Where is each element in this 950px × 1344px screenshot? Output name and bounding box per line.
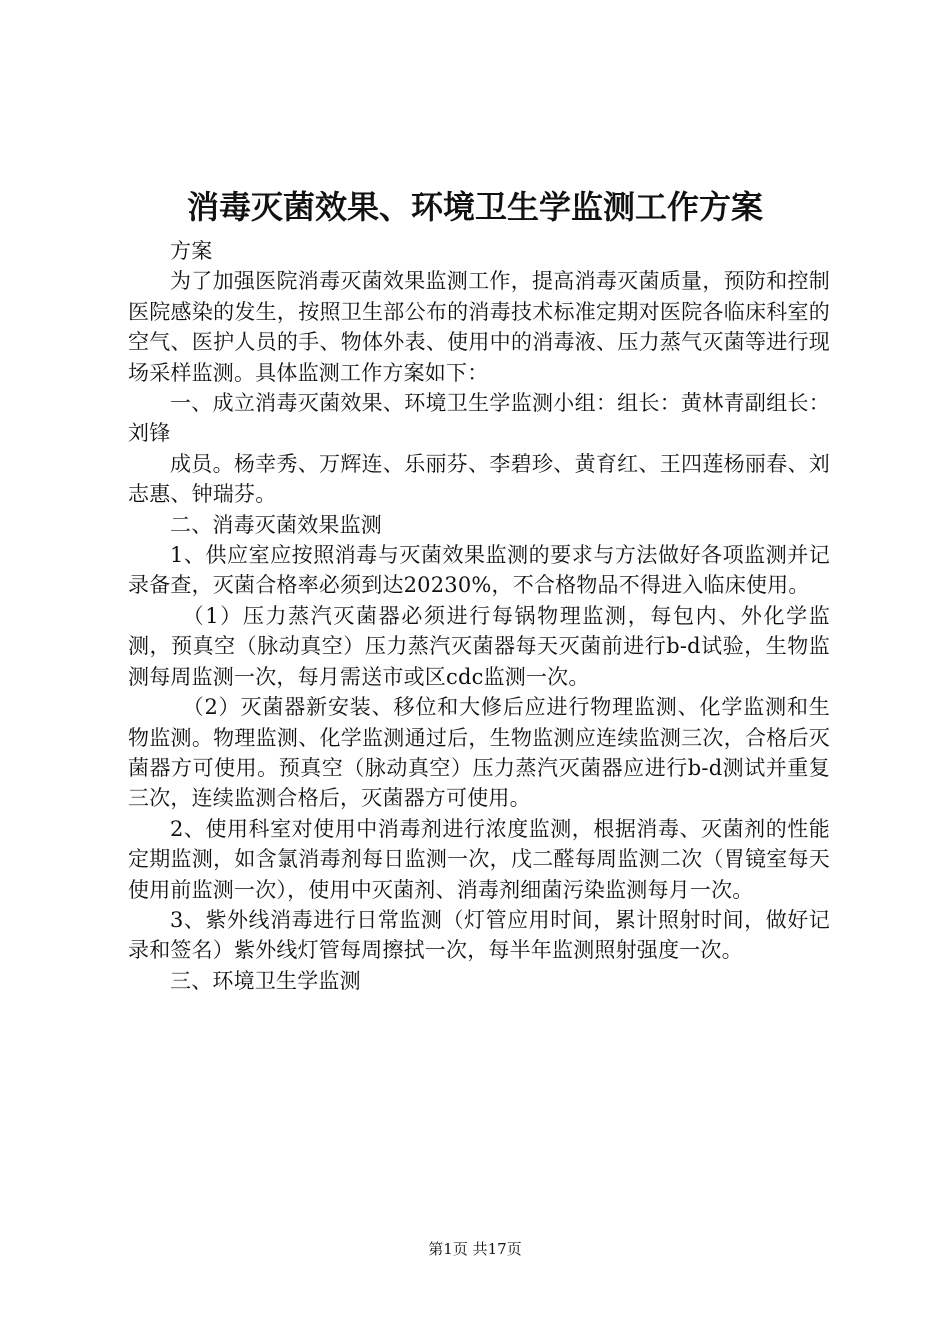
paragraph-section-2: 二、消毒灭菌效果监测 xyxy=(170,512,382,537)
paragraph-subitem-1: （1）压力蒸汽灭菌器必须进行每锅物理监测，每包内、外化学监测，预真空（脉动真空）压力蒸汽灭菌器每天灭菌前进行b-d试验，生物监测每周监测一次，每月需送市或区cdc监测一次。 xyxy=(128,603,830,689)
paragraph-subitem-2: （2）灭菌器新安装、移位和大修后应进行物理监测、化学监测和生物监测。物理监测、化学监测通过后，生物监测应连续监测三次，合格后灭菌器方可使用。预真空（脉动真空）压力蒸汽灭菌器应进行b-d测试并重复三次，连续监测合格后，灭菌器方可使用。 xyxy=(128,695,830,811)
paragraph-item-1: 1、供应室应按照消毒与灭菌效果监测的要求与方法做好各项监测并记录备查，灭菌合格率必须到达20230%，不合格物品不得进入临床使用。 xyxy=(128,543,830,598)
paragraph-item-2: 2、使用科室对使用中消毒剂进行浓度监测，根据消毒、灭菌剂的性能定期监测，如含氯消毒剂每日监测一次，戊二醛每周监测二次（胃镜室每天使用前监测一次），使用中灭菌剂、消毒剂细菌污染监测每月一次。 xyxy=(128,816,830,902)
paragraph-section-1: 一、成立消毒灭菌效果、环境卫生学监测小组：组长：黄林青副组长：刘锋 xyxy=(128,391,830,446)
document-title: 消毒灭菌效果、环境卫生学监测工作方案 xyxy=(186,188,763,226)
paragraph-intro: 为了加强医院消毒灭菌效果监测工作，提高消毒灭菌质量，预防和控制医院感染的发生，按照卫生部公布的消毒技术标准定期对医院各临床科室的空气、医护人员的手、物体外表、使用中的消毒液、压力蒸气灭菌等进行现场采样监测。具体监测工作方案如下： xyxy=(128,269,830,385)
paragraph-members: 成员。杨幸秀、万辉连、乐丽芬、李碧珍、黄育红、王四莲杨丽春、刘志惠、钟瑞芬。 xyxy=(128,451,830,507)
document-body xyxy=(128,236,830,996)
page-number-footer: 第1页 共17页 xyxy=(428,1240,522,1258)
paragraph-heading-plan: 方案 xyxy=(170,239,213,263)
paragraph-section-3: 三、环境卫生学监测 xyxy=(170,968,361,993)
paragraph-item-3: 3、紫外线消毒进行日常监测（灯管应用时间，累计照射时间，做好记录和签名）紫外线灯管每周擦拭一次，每半年监测照射强度一次。 xyxy=(128,907,830,963)
